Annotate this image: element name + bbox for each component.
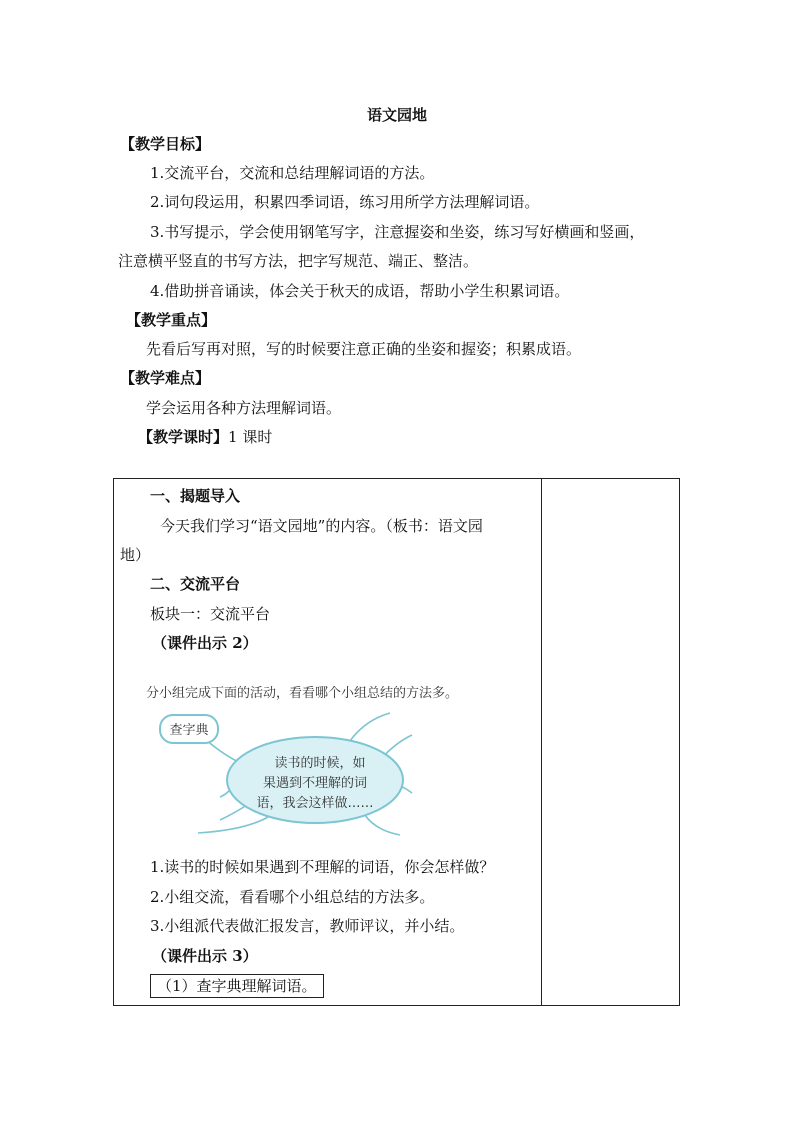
question-item: 1.读书的时候如果遇到不理解的词语，你会怎样做？ xyxy=(150,858,495,876)
objective-item: 2.词句段运用，积累四季词语，练习用所学方法理解词语。 xyxy=(150,193,540,211)
map-branch xyxy=(350,713,390,741)
mind-map-graphic xyxy=(150,705,420,840)
map-center-text: 果遇到不理解的词 xyxy=(262,776,368,791)
map-node-label: 查字典 xyxy=(169,723,209,738)
section-heading: 一、揭题导入 xyxy=(150,487,241,505)
hours-line xyxy=(138,427,272,447)
difficulty-text: 学会运用各种方法理解词语。 xyxy=(146,399,342,417)
column-divider xyxy=(541,479,542,1005)
objective-item: 3.书写提示，学会使用钢笔写字，注意握姿和坐姿，练习写好横画和竖画， xyxy=(150,223,645,241)
focus-text: 先看后写再对照，写的时候要注意正确的坐姿和握姿；积累成语。 xyxy=(146,340,582,358)
map-branch xyxy=(220,790,230,797)
objectives-heading: 【教学目标】 xyxy=(120,135,211,153)
focus-heading: 【教学重点】 xyxy=(126,311,217,329)
question-item: 2.小组交流，看看哪个小组总结的方法多。 xyxy=(150,888,435,906)
slide-label: （课件出示 3） xyxy=(152,947,258,965)
page-title: 语文园地 xyxy=(366,106,427,124)
difficulty-heading: 【教学难点】 xyxy=(120,369,211,387)
block-label: 板块一：交流平台 xyxy=(150,605,271,623)
map-branch xyxy=(198,817,268,833)
hours-text: 1 课时 xyxy=(228,428,273,446)
map-branch xyxy=(365,815,400,835)
map-center-text: 语，我会这样做…… xyxy=(256,796,374,811)
question-item: 3.小组派代表做汇报发言，教师评议，并小结。 xyxy=(150,917,465,935)
section-text: 今天我们学习“语文园地”的内容。（板书：语文园 xyxy=(160,517,483,535)
slide-label: （课件出示 2） xyxy=(152,634,258,652)
boxed-note: （1）查字典理解词语。 xyxy=(150,974,324,998)
hours-heading: 【教学课时】 xyxy=(138,428,229,446)
map-caption: 分小组完成下面的活动，看看哪个小组总结的方法多。 xyxy=(146,686,459,701)
map-center-text: 读书的时候，如 xyxy=(274,756,366,771)
section-heading: 二、交流平台 xyxy=(150,575,241,593)
objective-item: 注意横平竖直的书写方法，把字写规范、端正、整洁。 xyxy=(118,252,479,270)
objective-item: 4.借助拼音诵读，体会关于秋天的成语，帮助小学生积累词语。 xyxy=(150,282,570,300)
section-text: 地） xyxy=(120,546,151,564)
objective-item: 1.交流平台，交流和总结理解词语的方法。 xyxy=(150,164,435,182)
